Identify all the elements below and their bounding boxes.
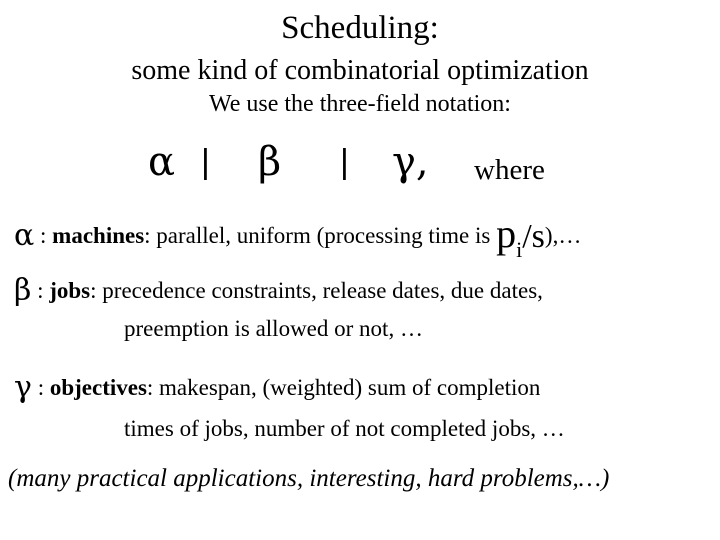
alpha-slash-s: /s	[522, 218, 545, 255]
notation-where: where	[474, 154, 545, 186]
notation-alpha: α	[148, 139, 176, 185]
alpha-symbol: α	[14, 218, 35, 253]
alpha-term: machines	[52, 223, 145, 248]
beta-colon: :	[37, 278, 44, 303]
slide-title: Scheduling:	[281, 10, 439, 46]
slide-subtitle: some kind of combinatorial optimization	[131, 55, 589, 86]
gamma-continuation: times of jobs, number of not completed jobs, …	[124, 416, 565, 441]
gamma-symbol: γ	[14, 370, 32, 405]
intro-text: We use the three-field notation:	[209, 91, 511, 117]
field-gamma-line	[14, 370, 540, 405]
alpha-colon: :	[40, 223, 47, 248]
gamma-colon: :	[37, 375, 45, 400]
beta-description: : precedence constraints, release dates, due dates,	[90, 278, 543, 303]
notation-beta: β	[258, 139, 282, 185]
notation-separator-1: |	[201, 143, 210, 181]
notation-gamma: γ,	[392, 139, 429, 185]
notation-separator-2: |	[340, 143, 349, 181]
footer-note: (many practical applications, interesting, hard problems,…)	[8, 465, 610, 492]
beta-term: jobs	[49, 278, 91, 303]
field-beta-line	[14, 273, 543, 308]
field-alpha-line	[14, 210, 581, 263]
gamma-term: objectives	[49, 375, 147, 400]
alpha-p: p	[496, 211, 517, 256]
beta-symbol: β	[14, 273, 32, 308]
alpha-tail: ),…	[544, 223, 582, 248]
alpha-sub-i: i	[516, 237, 523, 262]
gamma-description: : makespan, (weighted) sum of completion	[146, 375, 541, 400]
beta-continuation: preemption is allowed or not, …	[124, 316, 423, 341]
alpha-description: : parallel, uniform (processing time is	[144, 223, 491, 248]
